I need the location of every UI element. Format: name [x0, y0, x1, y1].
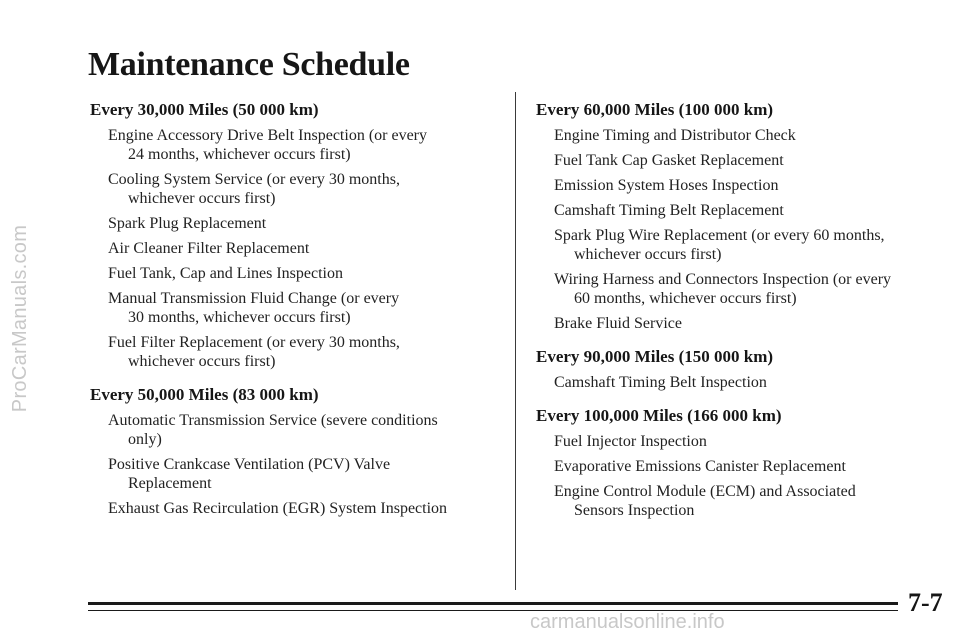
schedule-section: [536, 406, 936, 520]
schedule-item-line: Fuel Tank Cap Gasket Replacement: [554, 152, 784, 169]
schedule-item-continuation: whichever occurs first): [128, 190, 276, 207]
schedule-item: [90, 289, 500, 327]
footer-rule-thick: [88, 602, 898, 605]
schedule-item-continuation: whichever occurs first): [574, 246, 722, 263]
footer-rule-thin: [88, 610, 898, 611]
column-divider: [515, 92, 516, 590]
schedule-item: [536, 201, 936, 220]
schedule-item-continuation: only): [128, 431, 162, 448]
section-heading: Every 50,000 Miles (83 000 km): [90, 385, 319, 404]
schedule-item-line: Fuel Filter Replacement (or every 30 months,: [108, 334, 400, 351]
schedule-item: [536, 151, 936, 170]
schedule-item-continuation: 60 months, whichever occurs first): [574, 290, 797, 307]
schedule-item: [90, 239, 500, 258]
schedule-item: [90, 264, 500, 283]
schedule-item-line: Manual Transmission Fluid Change (or every: [108, 290, 400, 307]
schedule-item: [536, 432, 936, 451]
schedule-item-line: Engine Accessory Drive Belt Inspection (or every: [108, 127, 428, 144]
schedule-item-line: Fuel Tank, Cap and Lines Inspection: [108, 265, 343, 282]
schedule-item-continuation: Sensors Inspection: [574, 502, 695, 519]
section-heading: Every 30,000 Miles (50 000 km): [90, 100, 319, 119]
watermark-procarmanuals: [6, 0, 36, 636]
section-heading: Every 100,000 Miles (166 000 km): [536, 406, 782, 425]
schedule-item-line: Wiring Harness and Connectors Inspection (or every: [554, 271, 892, 288]
page-number: 7-7: [908, 588, 943, 617]
left-column: [90, 100, 500, 532]
schedule-item: [90, 214, 500, 233]
schedule-item: [536, 270, 936, 308]
schedule-item-line: Positive Crankcase Ventilation (PCV) Valve: [108, 456, 391, 473]
schedule-item-line: Spark Plug Wire Replacement (or every 60 months,: [554, 227, 885, 244]
schedule-item-line: Engine Timing and Distributor Check: [554, 127, 796, 144]
schedule-section: [90, 100, 500, 371]
schedule-item-line: Spark Plug Replacement: [108, 215, 267, 232]
watermark-carmanualsonline: carmanualsonline.info: [530, 611, 725, 633]
schedule-item-line: Engine Control Module (ECM) and Associated: [554, 483, 856, 500]
schedule-item: [536, 176, 936, 195]
schedule-item-line: Camshaft Timing Belt Replacement: [554, 202, 784, 219]
schedule-item: [90, 411, 500, 449]
watermark-procarmanuals-text: ProCarManuals.com: [9, 224, 32, 412]
schedule-item: [90, 126, 500, 164]
schedule-item: [90, 170, 500, 208]
schedule-item-continuation: whichever occurs first): [128, 353, 276, 370]
schedule-section: [90, 385, 500, 518]
right-column: [536, 100, 936, 534]
schedule-item-line: Brake Fluid Service: [554, 315, 682, 332]
schedule-item: [90, 455, 500, 493]
schedule-item: [90, 333, 500, 371]
schedule-item: [536, 373, 936, 392]
section-heading: Every 90,000 Miles (150 000 km): [536, 347, 774, 366]
schedule-item: [536, 226, 936, 264]
schedule-section: [536, 100, 936, 333]
schedule-item-continuation: Replacement: [128, 475, 212, 492]
schedule-item-line: Exhaust Gas Recirculation (EGR) System Inspection: [108, 500, 448, 517]
schedule-item-line: Camshaft Timing Belt Inspection: [554, 374, 767, 391]
schedule-item: [536, 126, 936, 145]
schedule-item: [536, 457, 936, 476]
schedule-item: [536, 314, 936, 333]
section-heading: Every 60,000 Miles (100 000 km): [536, 100, 774, 119]
schedule-item-line: Air Cleaner Filter Replacement: [108, 240, 310, 257]
schedule-item-line: Emission System Hoses Inspection: [554, 177, 779, 194]
schedule-item-continuation: 24 months, whichever occurs first): [128, 146, 351, 163]
schedule-item: [90, 499, 500, 518]
schedule-item-line: Cooling System Service (or every 30 months,: [108, 171, 400, 188]
schedule-item-line: Automatic Transmission Service (severe conditions: [108, 412, 438, 429]
schedule-item-line: Fuel Injector Inspection: [554, 433, 707, 450]
schedule-item-line: Evaporative Emissions Canister Replacement: [554, 458, 846, 475]
page-title: Maintenance Schedule: [88, 46, 410, 83]
schedule-item-continuation: 30 months, whichever occurs first): [128, 309, 351, 326]
schedule-section: [536, 347, 936, 392]
schedule-item: [536, 482, 936, 520]
